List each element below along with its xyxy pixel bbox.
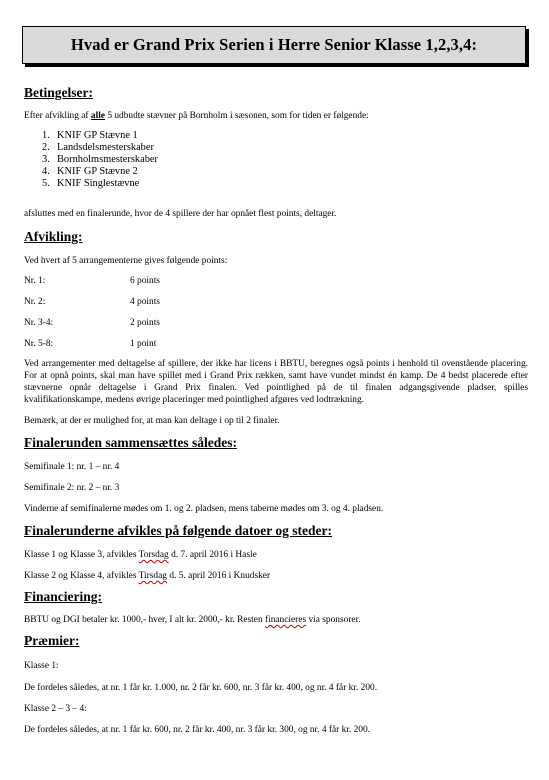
semifinale-1: Semifinale 1: nr. 1 – nr. 4 <box>24 462 120 472</box>
list-item: 2. Landsdelsmesterskaber <box>42 142 154 153</box>
events-list <box>42 130 158 190</box>
list-item: 5. KNIF Singlestævne <box>42 178 140 189</box>
points-value: 4 points <box>130 297 160 307</box>
praemier-klasse1-label: Klasse 1: <box>24 661 59 671</box>
points-place: Nr. 3-4: <box>24 318 54 328</box>
points-value: 6 points <box>130 276 160 286</box>
praemier-klasse234-label: Klasse 2 – 3 – 4: <box>24 704 87 714</box>
date-line-2: Klasse 2 og Klasse 4, afvikles Tirsdag d. 5. april 2016 i Knudsker <box>24 571 271 581</box>
list-item: 3. Bornholmsmesterskaber <box>42 154 158 165</box>
page-title: Hvad er Grand Prix Serien i Herre Senior Klasse 1,2,3,4: <box>22 26 526 64</box>
afvikling-note: Bemærk, at der er mulighed for, at man kan deltage i op til 2 finaler. <box>24 416 280 426</box>
emphasis-alle: alle <box>90 111 105 121</box>
praemier-klasse234-text: De fordeles således, at nr. 1 får kr. 600, nr. 2 får kr. 400, nr. 3 får kr. 300, og nr. 4 får kr. 200. <box>24 725 371 735</box>
heading-betingelser: Betingelser: <box>24 85 93 100</box>
semifinale-2: Semifinale 2: nr. 2 – nr. 3 <box>24 483 120 493</box>
finale-rule: Vinderne af semifinalerne mødes om 1. og 2. pladsen, mens taberne mødes om 3. og 4. pladsen. <box>24 504 384 514</box>
praemier-klasse1-text: De fordeles således, at nr. 1 får kr. 1.000, nr. 2 får kr. 600, nr. 3 får kr. 400, og nr. 4 får kr. 200. <box>24 683 378 693</box>
heading-datoer: Finalerunderne afvikles på følgende datoer og steder: <box>24 523 332 538</box>
betingelser-intro: Efter afvikling af alle 5 udbudte stævner på Bornholm i sæsonen, som for tiden er følgende: <box>24 111 369 121</box>
betingelser-outro: afsluttes med en finalerunde, hvor de 4 spillere der har opnået flest points, deltager. <box>24 209 337 219</box>
afvikling-intro: Ved hvert af 5 arrangementerne gives følgende points: <box>24 256 228 266</box>
points-value: 2 points <box>130 318 160 328</box>
heading-financiering: Financiering: <box>24 589 102 604</box>
points-place: Nr. 2: <box>24 297 46 307</box>
heading-finalerunden: Finalerunden sammensættes således: <box>24 435 237 450</box>
heading-afvikling: Afvikling: <box>24 229 83 244</box>
list-item: 4. KNIF GP Stævne 2 <box>42 166 138 177</box>
points-value: 1 point <box>130 339 157 349</box>
financiering-text: BBTU og DGI betaler kr. 1000,- hver, I alt kr. 2000,- kr. Resten financieres via sponsorer. <box>24 615 361 625</box>
points-place: Nr. 5-8: <box>24 339 54 349</box>
heading-praemier: Præmier: <box>24 633 80 648</box>
list-item: 1. KNIF GP Stævne 1 <box>42 130 138 141</box>
points-place: Nr. 1: <box>24 276 46 286</box>
afvikling-paragraph: Ved arrangementer med deltagelse af spillere, der ikke har licens i BBTU, beregnes også points i henhold til ovenstående placering. For at opnå points, skal man have spillet med i Grand Prix rækken, samt have vundet mindst én kamp. De 4 bedst placerede efter stævnerne opnår deltagelse i Grand Prix finalen. Ved pointlighed på de til finalen adgangsgivende pladser, spilles kvalifikationskampe, medens øvrige placeringer med pointlighed afgøres ved lodtrækning. <box>24 359 528 405</box>
date-line-1: Klasse 1 og Klasse 3, afvikles Torsdag d. 7. april 2016 i Hasle <box>24 550 257 560</box>
